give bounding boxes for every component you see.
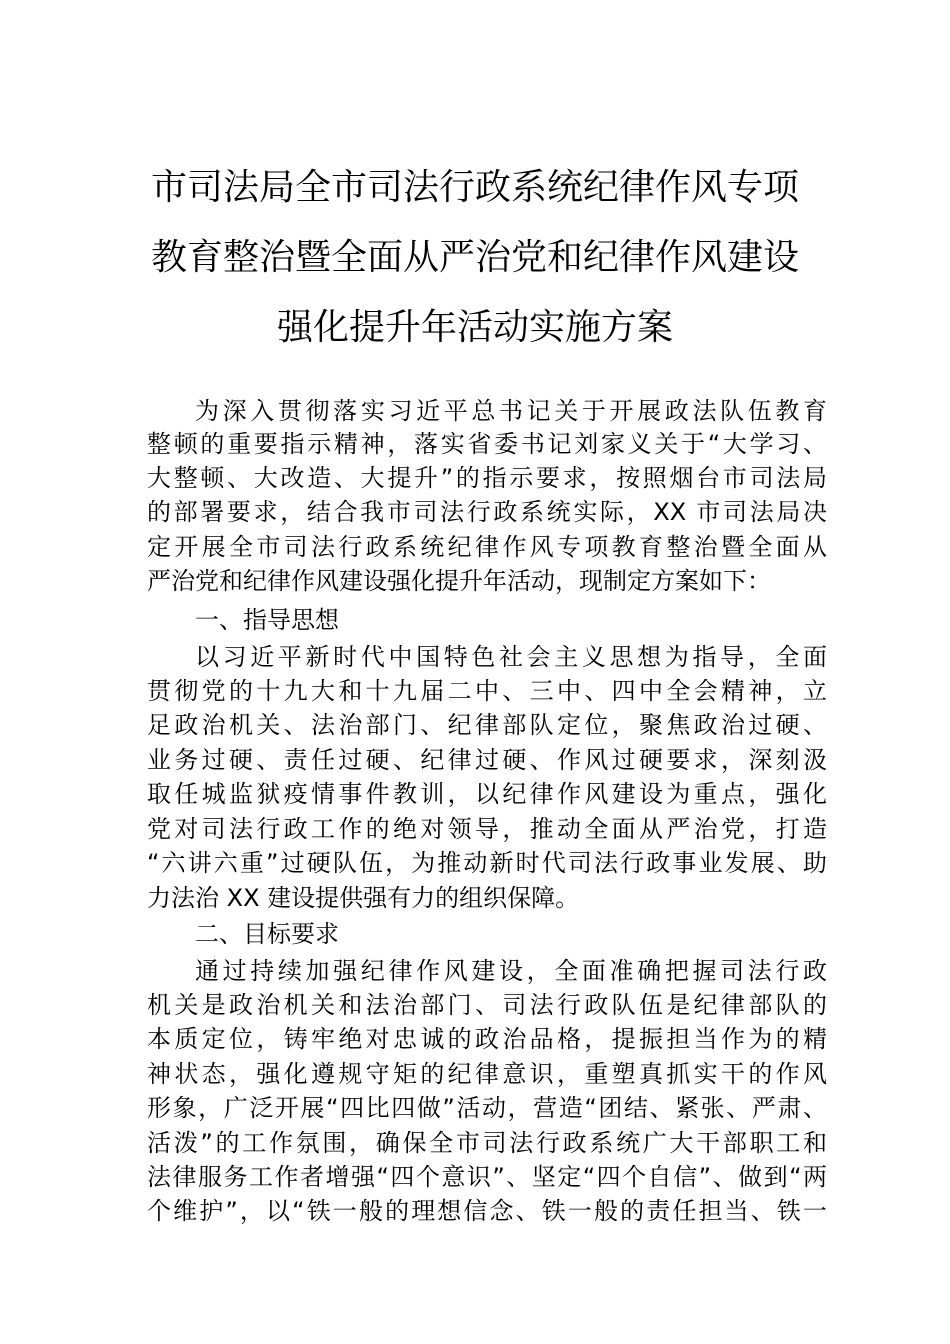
- section2-line: 活泼”的工作氛围，确保全市司法行政系统广大干部职工和: [147, 1129, 827, 1157]
- section1-line: 力法治 XX 建设提供强有力的组织保障。: [147, 884, 580, 912]
- section1-line: 以习近平新时代中国特色社会主义思想为指导，全面: [195, 643, 827, 671]
- section1-line: 业务过硬、责任过硬、纪律过硬、作风过硬要求，深刻汲: [147, 746, 827, 774]
- document-title-line-2: 教育整治暨全面从严治党和纪律作风建设: [150, 237, 799, 278]
- section1-line: 取任城监狱疫情事件教训，以纪律作风建设为重点，强化: [147, 780, 827, 808]
- document-title-line-3: 强化提升年活动实施方案: [276, 307, 673, 348]
- section1-line: “六讲六重”过硬队伍，为推动新时代司法行政事业发展、助: [147, 849, 827, 877]
- intro-line: 整顿的重要指示精神，落实省委书记刘家义关于“大学习、: [147, 430, 827, 458]
- intro-line: 定开展全市司法行政系统纪律作风专项教育整治暨全面从: [147, 533, 827, 561]
- intro-line: 的部署要求，结合我市司法行政系统实际，XX 市司法局决: [147, 498, 827, 526]
- intro-line: 为深入贯彻落实习近平总书记关于开展政法队伍教育: [195, 397, 827, 425]
- section-heading-objectives: 二、目标要求: [195, 920, 339, 948]
- document-title-line-1: 市司法局全市司法行政系统纪律作风专项: [150, 167, 799, 208]
- section2-line: 本质定位，铸牢绝对忠诚的政治品格，提振担当作为的精: [147, 1025, 827, 1053]
- section1-line: 党对司法行政工作的绝对领导，推动全面从严治党，打造: [147, 815, 827, 843]
- section2-line: 形象，广泛开展“四比四做”活动，营造“团结、紧张、严肃、: [147, 1094, 827, 1122]
- section2-line: 个维护”，以“铁一般的理想信念、铁一般的责任担当、铁一: [147, 1197, 827, 1225]
- section2-line: 通过持续加强纪律作风建设，全面准确把握司法行政: [195, 957, 827, 985]
- section2-line: 法律服务工作者增强“四个意识”、坚定“四个自信”、做到“两: [147, 1163, 827, 1191]
- section1-line: 贯彻党的十九大和十九届二中、三中、四中全会精神，立: [147, 677, 827, 705]
- section2-line: 机关是政治机关和法治部门、司法行政队伍是纪律部队的: [147, 991, 827, 1019]
- section1-line: 足政治机关、法治部门、纪律部队定位，聚焦政治过硬、: [147, 711, 827, 739]
- section2-line: 神状态，强化遵规守矩的纪律意识，重塑真抓实干的作风: [147, 1060, 827, 1088]
- intro-line: 大整顿、大改造、大提升”的指示要求，按照烟台市司法局: [147, 464, 827, 492]
- section-heading-guiding-ideology: 一、指导思想: [195, 606, 339, 634]
- intro-line: 严治党和纪律作风建设强化提升年活动，现制定方案如下：: [147, 567, 771, 595]
